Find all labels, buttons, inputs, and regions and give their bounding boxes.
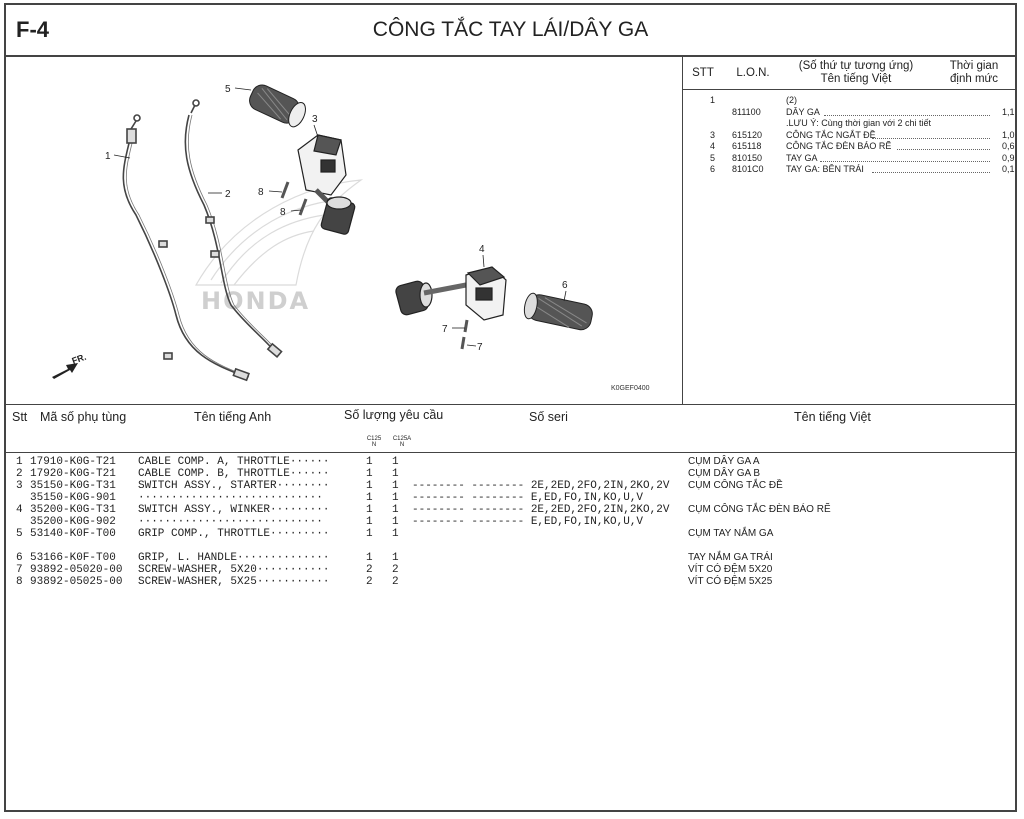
- parts-drawing: [6, 55, 682, 404]
- ref-row: .LƯU Ý: Cùng thời gian với 2 chi tiết: [786, 118, 932, 128]
- diagram-ref-code: K0GEF0400: [611, 385, 650, 392]
- callout-8a: 8: [258, 187, 264, 198]
- callout-7a: 7: [442, 324, 448, 335]
- parts-header-part-no: Mã số phụ tùng: [40, 410, 127, 424]
- ref-header-stt: STT: [692, 67, 714, 79]
- callout-5: 5: [225, 84, 231, 95]
- parts-header-name-vi: Tên tiếng Việt: [794, 410, 871, 424]
- catalog-page: [4, 3, 1017, 812]
- callout-8b: 8: [280, 207, 286, 218]
- throttle-cable-b: [185, 100, 281, 357]
- ref-header-desc-2: Tên tiếng Việt: [820, 73, 892, 85]
- parts-header-serial: Số seri: [529, 410, 568, 424]
- section-code: F-4: [16, 17, 49, 42]
- qty-col-c125: C125 N: [366, 436, 382, 448]
- callout-6: 6: [562, 280, 568, 291]
- parts-row: 3 35150-K0G-T31 SWITCH ASSY., STARTER········ 1 1 -------- -------- 2E,2ED,2FO,2IN,2KO,2V CỤM CÔNG TẮC ĐỀ: [16, 480, 783, 492]
- ref-header-time-1: Thời gian: [949, 60, 999, 72]
- parts-row: 7 93892-05020-00 SCREW-WASHER, 5X20··········· 2 2 VÍT CÓ ĐỆM 5X20: [16, 564, 773, 576]
- callout-3: 3: [312, 114, 318, 125]
- parts-row: 4 35200-K0G-T31 SWITCH ASSY., WINKER········· 1 1 -------- -------- 2E,2ED,2FO,2IN,2KO,2V CỤM CÔNG TẮC ĐÈN BÁO RẼ: [16, 504, 831, 516]
- parts-list-divider: [6, 404, 1015, 405]
- ref-row: 3 615120 CÔNG TẮC NGẮT ĐỀ 1,0: [710, 130, 1015, 140]
- callout-1: 1: [105, 151, 111, 162]
- labor-time-table: [682, 55, 1015, 404]
- front-label: FR.: [70, 351, 88, 367]
- parts-row: 5 53140-K0F-T00 GRIP COMP., THROTTLE········· 1 1 CỤM TAY NẮM GA: [16, 528, 774, 540]
- parts-row: 1 17910-K0G-T21 CABLE COMP. A, THROTTLE······ 1 1 CỤM DÂY GA A: [16, 456, 760, 468]
- qty-col-c125a: C125A N: [392, 436, 412, 448]
- throttle-grip: [246, 82, 309, 130]
- exploded-diagram: [6, 55, 683, 404]
- ref-row: 4 615118 CÔNG TẮC ĐÈN BÁO RẼ 0,6: [710, 141, 1015, 151]
- parts-header-name-en: Tên tiếng Anh: [194, 410, 272, 424]
- parts-row: 6 53166-K0F-T00 GRIP, L. HANDLE·············· 1 1 TAY NẮM GA TRÁI: [16, 552, 773, 564]
- honda-watermark-text: HONDA: [201, 287, 311, 315]
- page-header: [6, 5, 1015, 57]
- starter-switch: [298, 135, 356, 235]
- ref-row: 6 8101C0 TAY GA: BÊN TRÁI 0,1: [710, 164, 1015, 174]
- ref-header-desc-1: (Số thứ tự tương ứng): [798, 60, 914, 72]
- parts-row: 35200-K0G-902 ···························· 1 1 -------- -------- E,ED,FO,IN,KO,U,V: [30, 516, 644, 528]
- callout-4: 4: [479, 244, 485, 255]
- left-handle-grip: [522, 292, 594, 332]
- callout-2: 2: [225, 189, 231, 200]
- page-title: CÔNG TẮC TAY LÁI/DÂY GA: [372, 18, 649, 41]
- parts-header-stt: Stt: [12, 410, 28, 424]
- ref-header-time-2: định mức: [950, 73, 998, 85]
- parts-header-qty: Số lượng yêu cầu: [344, 408, 444, 422]
- ref-row: 5 810150 TAY GA 0,9: [710, 153, 1015, 163]
- ref-row: 1 (2): [710, 95, 797, 105]
- ref-row: 811100 DÂY GA 1,1: [732, 107, 1015, 117]
- ref-header-lon: L.O.N.: [736, 67, 770, 79]
- parts-row: 35150-K0G-901 ···························· 1 1 -------- -------- E,ED,FO,IN,KO,U,V: [30, 492, 644, 504]
- parts-row: 2 17920-K0G-T21 CABLE COMP. B, THROTTLE······ 1 1 CỤM DÂY GA B: [16, 468, 761, 480]
- winker-switch: [395, 267, 506, 320]
- parts-row: 8 93892-05025-00 SCREW-WASHER, 5X25··········· 2 2 VÍT CÓ ĐỆM 5X25: [16, 576, 773, 588]
- screw-5x20: [462, 320, 467, 349]
- callout-7b: 7: [477, 342, 483, 353]
